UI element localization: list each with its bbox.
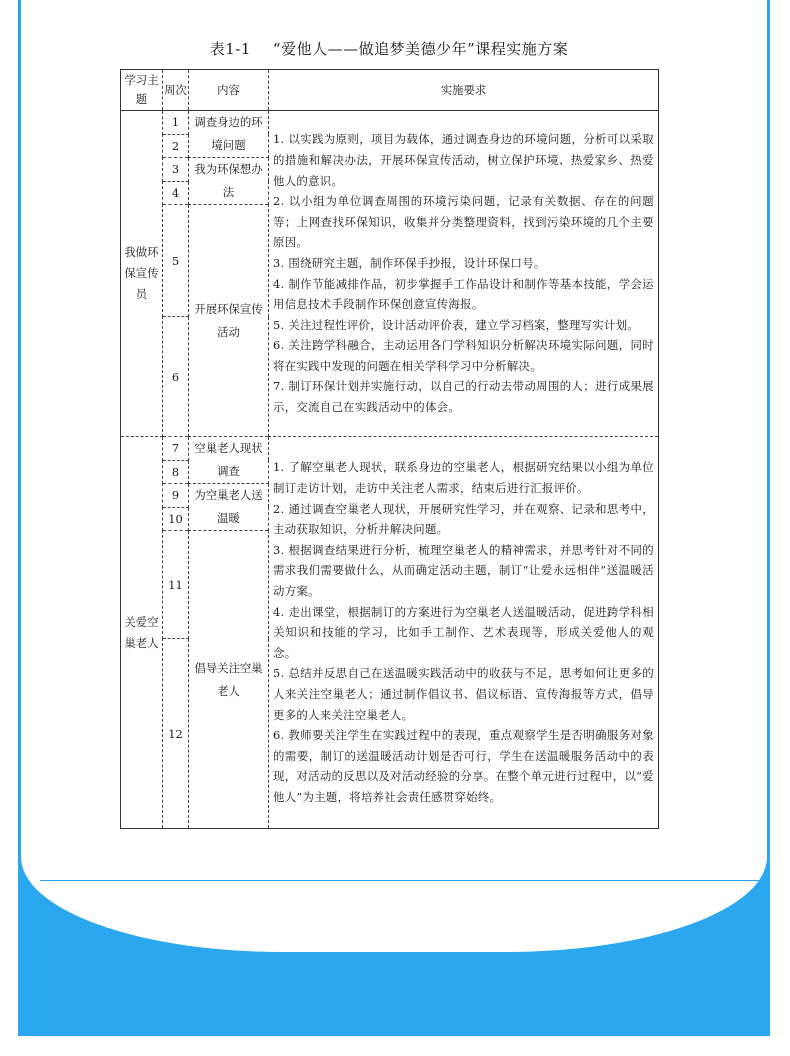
- requirement-item: 6. 教师要关注学生在实践过程中的表现，重点观察学生是否明确服务对象的需要，制订的送温暖活动计划是否可行，学生在送温暖服务活动中的表现，对活动的反思以及对活动经验的分享。在整个单元进行过程中，以“爱他人”为主题，将培养社会责任感贯穿始终。: [273, 728, 654, 804]
- table-row: [121, 111, 659, 135]
- header-content: 内容: [189, 70, 269, 111]
- week-cell: 8: [163, 460, 189, 484]
- table-number: 表1-1: [209, 40, 251, 58]
- table-title: “爱他人——做追梦美德少年”课程实施方案: [272, 40, 569, 58]
- week-cell: 1: [163, 111, 189, 135]
- header-requirements: 实施要求: [269, 70, 659, 111]
- requirement-item: 3. 围绕研究主题，制作环保手抄报，设计环保口号。: [273, 255, 546, 270]
- requirement-item: 3. 根据调查结果进行分析，梳理空巢老人的精神需求，并思考针对不同的需求我们需要做什么，从而确定活动主题，制订“让爱永远相伴”送温暖活动方案。: [273, 542, 654, 599]
- requirement-item: 2. 以小组为单位调查周围的环境污染问题，记录有关数据、存在的问题等；上网查找环保知识，收集并分类整理资料，找到污染环境的几个主要原因。: [273, 194, 654, 250]
- requirements-cell: [269, 111, 659, 437]
- requirement-item: 1. 了解空巢老人现状，联系身边的空巢老人，根据研究结果以小组为单位制订走访计划，走访中关注老人需求，结束后进行汇报评价。: [273, 460, 654, 496]
- requirement-item: 5. 关注过程性评价，设计活动评价表，建立学习档案，整理写实计划。: [273, 317, 640, 332]
- week-cell: 12: [163, 639, 189, 829]
- week-cell: 11: [163, 531, 189, 639]
- table-caption: [120, 38, 658, 59]
- requirement-item: 7. 制订环保计划并实施行动，以自己的行动去带动周围的人；进行成果展示，交流自己在实践活动中的体会。: [273, 379, 654, 415]
- requirement-item: 1. 以实践为原则，项目为载体，通过调查身边的环境问题，分析可以采取的措施和解决办法，开展环保宣传活动，树立保护环境、热爱家乡、热爱他人的意识。: [273, 132, 654, 188]
- header-week: 周次: [163, 70, 189, 111]
- table-header-row: [121, 70, 659, 111]
- week-cell: 5: [163, 205, 189, 317]
- requirement-item: 4. 走出课堂，根据制订的方案进行为空巢老人送温暖活动，促进跨学科相关知识和技能的学习，比如手工制作、艺术表现等，形成关爱他人的观念。: [273, 604, 654, 660]
- frame-divider-line: [40, 880, 770, 881]
- requirement-item: 2. 通过调查空巢老人现状，开展研究性学习，并在观察、记录和思考中，主动获取知识，分析并解决问题。: [273, 501, 654, 537]
- requirement-item: 5. 总结并反思自己在送温暖实践活动中的收获与不足，思考如何让更多的人来关注空巢老人；通过制作倡议书、倡议标语、宣传海报等方式，倡导更多的人来关注空巢老人。: [273, 666, 654, 722]
- week-cell: 10: [163, 507, 189, 531]
- week-cell: 2: [163, 134, 189, 158]
- subject-cell: 我做环保宣传员: [121, 111, 163, 437]
- content-cell: 倡导关注空巢老人: [189, 531, 269, 829]
- week-cell: 6: [163, 317, 189, 437]
- week-cell: 4: [163, 181, 189, 205]
- content-cell: 我为环保想办法: [189, 158, 269, 205]
- content-cell: 调查身边的环境问题: [189, 111, 269, 158]
- header-subject: 学习主题: [121, 70, 163, 111]
- requirement-item: 4. 制作节能减排作品，初步掌握手工作品设计和制作等基本技能，学会运用信息技术手段制作环保创意宣传海报。: [273, 276, 654, 312]
- subject-cell: 关爱空巢老人: [121, 437, 163, 829]
- content-cell: 开展环保宣传活动: [189, 205, 269, 437]
- week-cell: 3: [163, 158, 189, 182]
- frame-bottom-margin: [18, 1036, 770, 1056]
- table-row: [121, 437, 659, 461]
- content-cell: 空巢老人现状调查: [189, 437, 269, 484]
- course-plan-table: [120, 69, 659, 829]
- requirement-item: 6. 关注跨学科融合，主动运用各门学科知识分析解决环境实际问题，同时将在实践中发现的问题在相关学科学习中分析解决。: [273, 338, 654, 373]
- week-cell: 7: [163, 437, 189, 461]
- requirements-cell: [269, 437, 659, 829]
- week-cell: 9: [163, 484, 189, 508]
- content-cell: 为空巢老人送温暖: [189, 484, 269, 531]
